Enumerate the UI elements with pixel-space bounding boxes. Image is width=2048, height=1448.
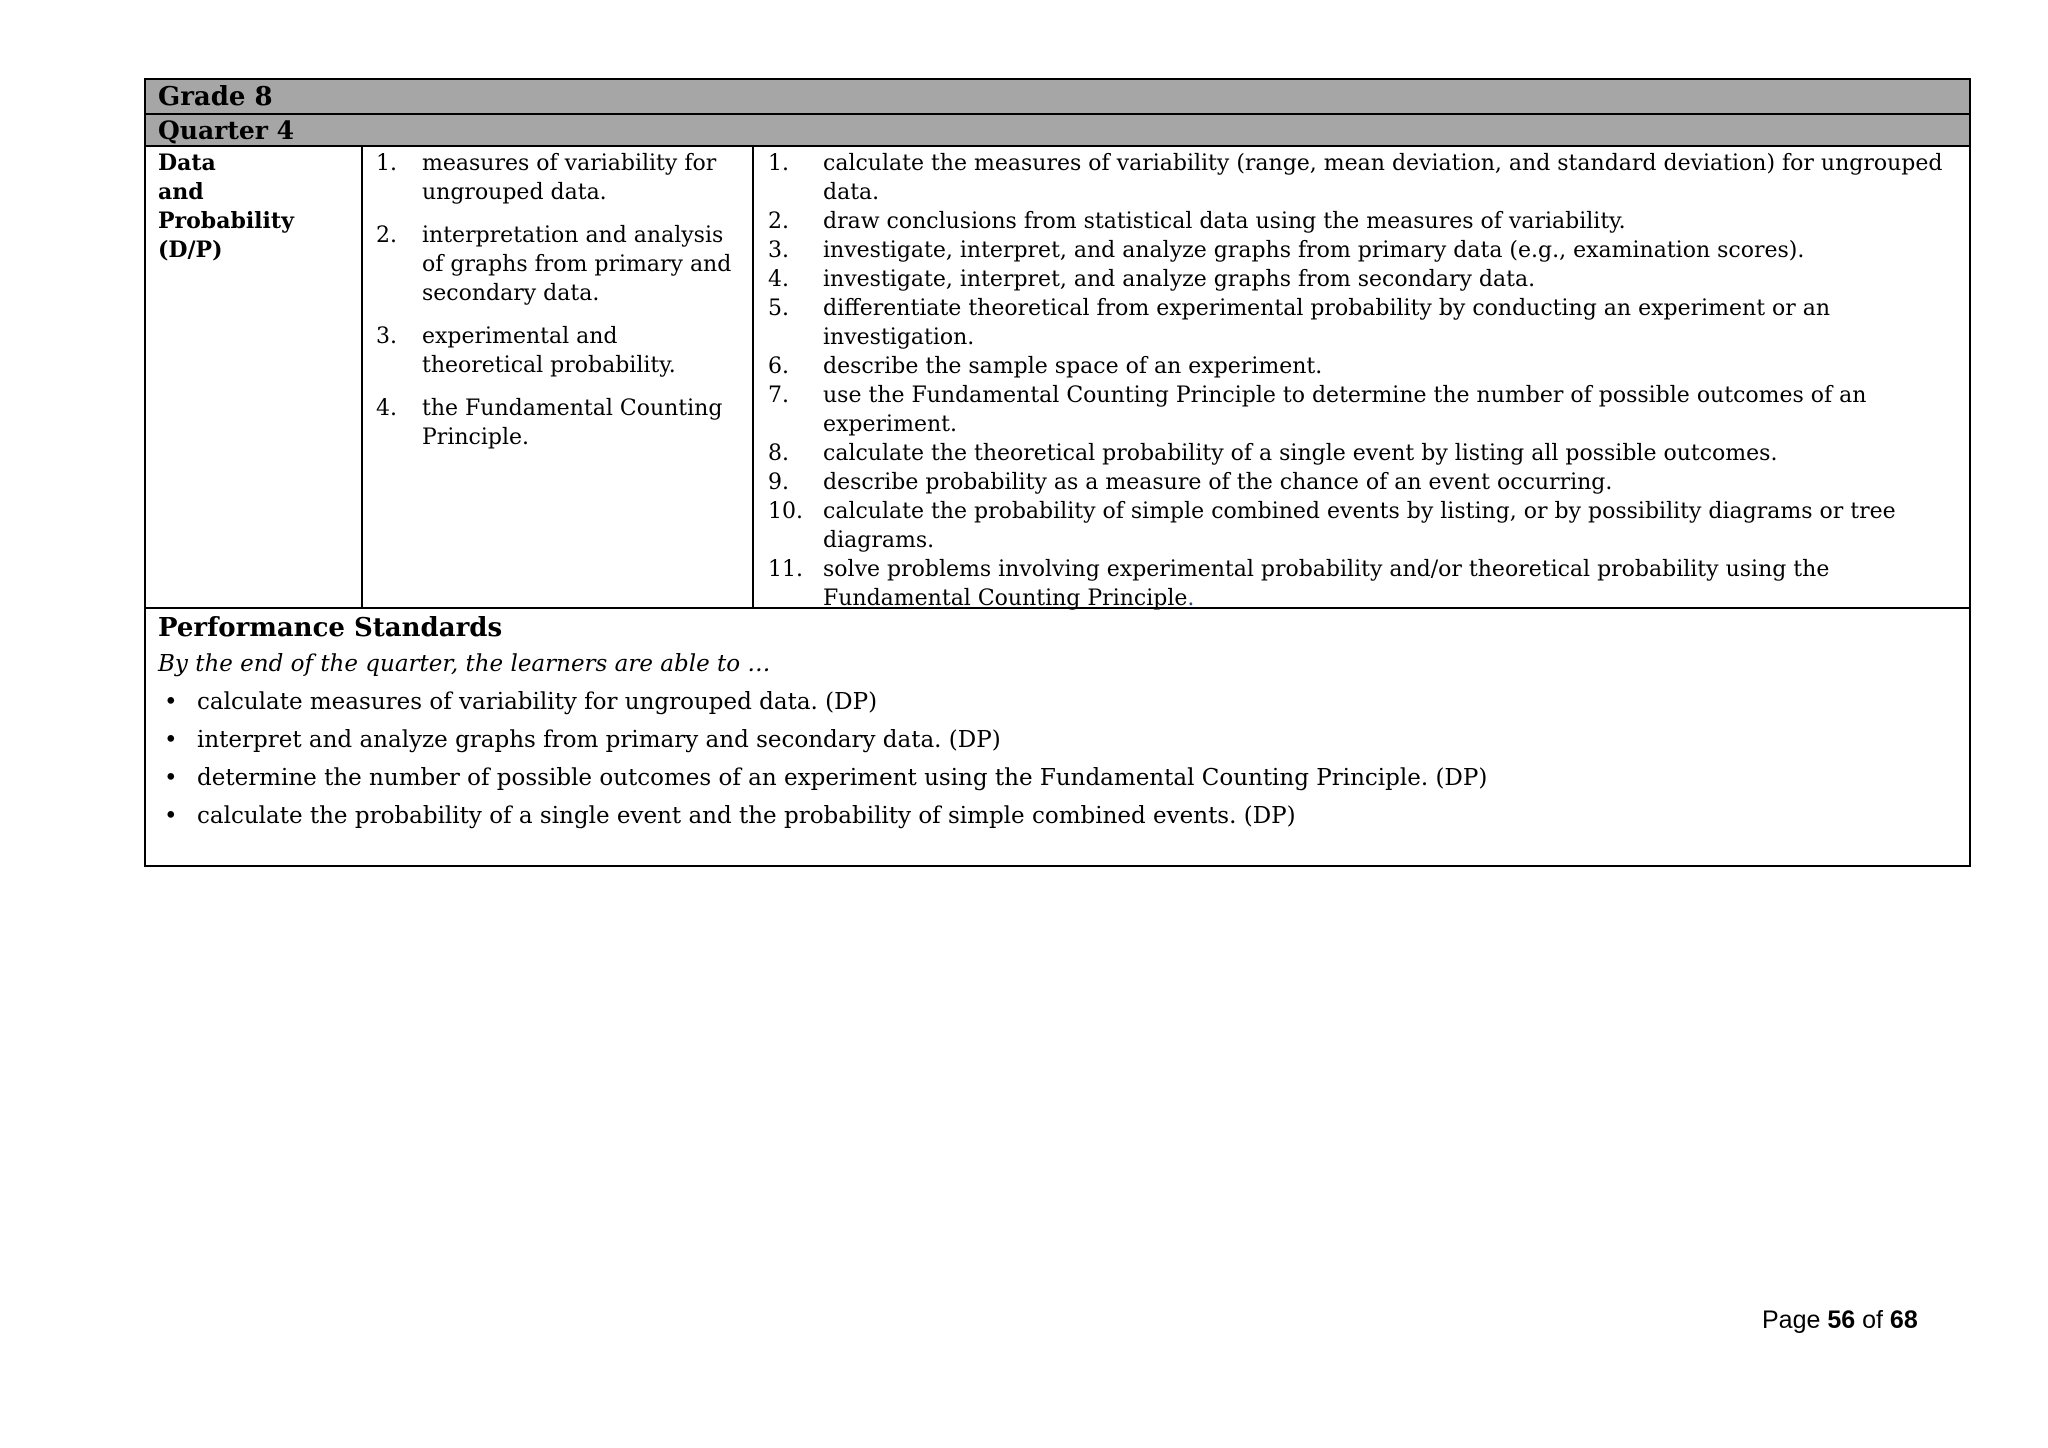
curriculum-table [144,78,1971,867]
item-text: calculate the theoretical probability of a single event by listing all possible outcomes. [823,441,1778,466]
bullet-icon: • [164,765,178,791]
item-number: 3. [376,324,397,349]
item-text: calculate measures of variability for ungrouped data. (DP) [197,689,878,715]
item-number: 5. [768,296,789,321]
list-item [375,394,740,452]
item-text: interpretation and analysis of graphs from primary and secondary data. [422,223,732,306]
list-item [158,759,1957,797]
page-number-footer [1762,1306,1918,1335]
item-text: describe the sample space of an experiment. [823,354,1323,379]
item-text: investigate, interpret, and analyze graphs from secondary data. [823,267,1536,292]
domain-line: Data [158,150,216,176]
content-standards-cell [363,147,754,607]
item-text: calculate the measures of variability (range, mean deviation, and standard deviation) for ungrouped data. [823,151,1943,205]
item-number: 1. [768,151,789,176]
bullet-icon: • [164,803,178,829]
item-number: 9. [768,470,789,495]
current-page-number: 56 [1827,1306,1856,1334]
page-label: Page [1762,1306,1821,1334]
list-item [768,381,1957,439]
item-text [823,555,1957,613]
learning-competencies-cell [754,147,1969,611]
list-item [768,207,1957,236]
item-number: 11. [768,557,803,582]
item-number: 2. [768,209,789,234]
item-number: 4. [376,396,397,421]
quarter-header: Quarter 4 [146,115,1969,147]
item-text: calculate the probability of a single event and the probability of simple combined events. (DP) [197,803,1296,829]
item-number: 1. [376,151,397,176]
item-number: 8. [768,441,789,466]
performance-standards-section [146,609,1969,865]
bullet-icon: • [164,727,178,753]
item-text: calculate the probability of simple combined events by listing, or by possibility diagrams or tree diagrams. [823,499,1896,553]
item-number: 4. [768,267,789,292]
item-text: use the Fundamental Counting Principle to determine the number of possible outcomes of an experiment. [823,383,1867,437]
list-item [768,352,1957,381]
item-trailing-period: . [1187,586,1195,611]
item-number: 6. [768,354,789,379]
domain-line: Probability [158,208,294,234]
bullet-icon: • [164,689,178,715]
list-item [768,236,1957,265]
item-number: 10. [768,499,803,524]
list-item [158,721,1957,759]
item-text: differentiate theoretical from experimental probability by conducting an experiment or an investigation. [823,296,1831,350]
list-item [768,468,1957,497]
item-number: 7. [768,383,789,408]
domain-line: and [158,179,204,205]
of-label: of [1862,1306,1883,1334]
grade-header: Grade 8 [146,80,1969,115]
list-item [768,149,1957,207]
content-standards-list [375,149,740,452]
list-item [375,149,740,207]
item-text: describe probability as a measure of the chance of an event occurring. [823,470,1613,495]
performance-standards-title: Performance Standards [158,613,503,643]
performance-standards-intro: By the end of the quarter, the learners are able to … [158,651,771,677]
item-text: determine the number of possible outcomes of an experiment using the Fundamental Counting Principle. (DP) [197,765,1488,791]
list-item [768,294,1957,352]
list-item [158,683,1957,721]
domain-line: (D/P) [158,237,223,263]
total-pages-number: 68 [1889,1306,1918,1334]
item-text: measures of variability for ungrouped data. [422,151,717,205]
list-item [768,497,1957,555]
item-text: investigate, interpret, and analyze graphs from primary data (e.g., examination scores). [823,238,1805,263]
list-item [768,555,1957,613]
list-item [768,265,1957,294]
item-text-main: solve problems involving experimental probability and/or theoretical probability using the Fundamental Counting Principle [823,557,1830,611]
item-text: the Fundamental Counting Principle. [422,396,723,450]
competencies-list [768,149,1957,613]
list-item [158,797,1957,835]
performance-standards-list [158,683,1957,835]
item-number: 3. [768,238,789,263]
list-item [375,322,740,380]
domain-cell [146,147,363,607]
list-item [375,221,740,308]
content-row [146,147,1969,609]
item-text: interpret and analyze graphs from primary and secondary data. (DP) [197,727,1001,753]
item-text: experimental and theoretical probability. [422,324,676,378]
list-item [768,439,1957,468]
item-text: draw conclusions from statistical data using the measures of variability. [823,209,1626,234]
item-number: 2. [376,223,397,248]
